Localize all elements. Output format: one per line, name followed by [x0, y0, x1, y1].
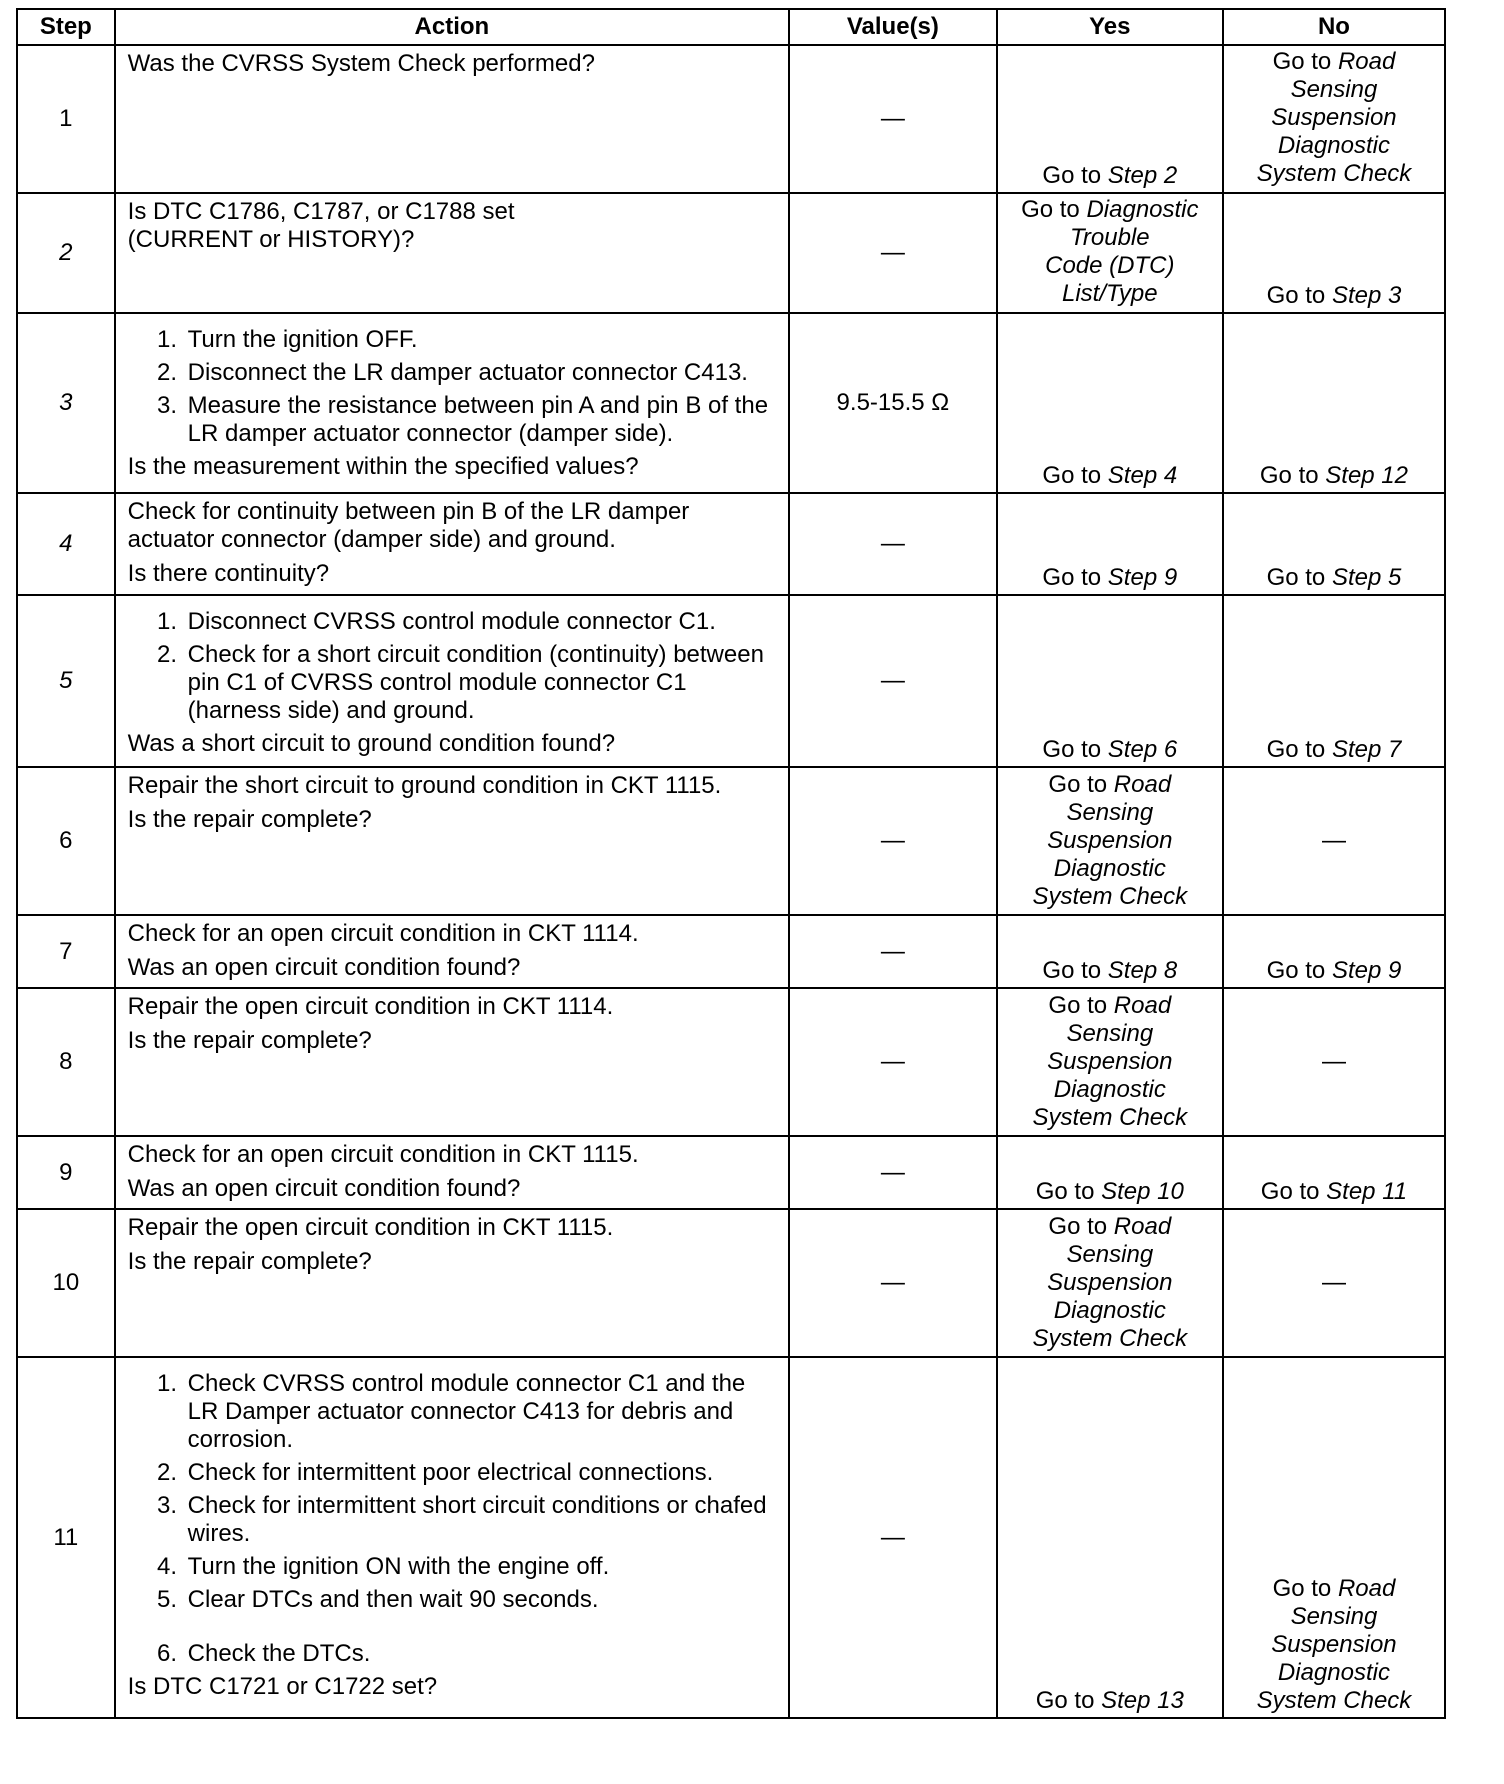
no-prefix: Go to — [1259, 462, 1326, 489]
action-question: Is the repair complete? — [127, 1027, 372, 1054]
no-target: Step 12 — [1325, 462, 1408, 489]
action-cell — [115, 45, 789, 193]
action-step-item: 5. Clear DTCs and then wait 90 seconds. — [184, 1586, 778, 1614]
value-cell: — — [789, 767, 997, 915]
step-number: 9 — [17, 1136, 115, 1209]
diagnostic-table — [16, 8, 1446, 1719]
action-cell — [115, 988, 789, 1136]
action-step-item: 1. Turn the ignition OFF. — [184, 326, 778, 354]
step-number: 5 — [17, 595, 115, 767]
no-prefix: Go to — [1266, 564, 1332, 591]
action-cell — [115, 767, 789, 915]
action-text: Check for an open circuit condition in CKT 1115. — [127, 1141, 639, 1168]
no-target-line: Diagnostic — [1277, 1659, 1390, 1686]
yes-target-line: Sensing — [1066, 799, 1154, 826]
action-step-item: 6. Check the DTCs. — [184, 1640, 778, 1668]
yes-target-line: Road — [1113, 992, 1172, 1019]
action-question: Is the repair complete? — [127, 1248, 372, 1275]
no-cell — [1223, 595, 1445, 767]
yes-prefix: Go to — [1035, 1178, 1102, 1205]
yes-cell — [997, 1209, 1223, 1357]
action-question: Was an open circuit condition found? — [127, 1175, 521, 1202]
header-no: No — [1223, 9, 1445, 45]
value-cell: 9.5-15.5 Ω — [789, 313, 997, 493]
value-cell: — — [789, 1136, 997, 1209]
yes-target: Step 8 — [1107, 957, 1178, 984]
yes-target-line: Diagnostic — [1053, 1297, 1166, 1324]
action-step-item: 2. Disconnect the LR damper actuator connector C413. — [184, 359, 778, 387]
no-target: Step 7 — [1331, 736, 1402, 763]
no-prefix: Go to — [1272, 48, 1338, 75]
no-prefix: Go to — [1266, 736, 1332, 763]
table-row — [17, 988, 1445, 1136]
yes-cell — [997, 493, 1223, 595]
action-steps-list — [128, 326, 778, 448]
header-action: Action — [115, 9, 789, 45]
no-prefix: Go to — [1260, 1178, 1327, 1205]
action-question: Is the repair complete? — [127, 806, 372, 833]
action-text: (CURRENT or HISTORY)? — [127, 226, 415, 253]
action-steps-list — [128, 608, 778, 725]
no-target: Step 11 — [1326, 1178, 1408, 1205]
yes-target-line: Diagnostic — [1053, 855, 1166, 882]
action-question: Is DTC C1721 or C1722 set? — [127, 1673, 438, 1700]
yes-target-line: Sensing — [1066, 1020, 1154, 1047]
yes-target-line: Diagnostic — [1086, 196, 1199, 223]
no-target: Step 5 — [1331, 564, 1402, 591]
action-cell — [115, 1136, 789, 1209]
no-target-line: System Check — [1256, 160, 1412, 187]
yes-target-line: Sensing — [1066, 1241, 1154, 1268]
no-target-line: System Check — [1256, 1687, 1412, 1714]
no-prefix: Go to — [1266, 957, 1332, 984]
action-cell — [115, 193, 789, 313]
yes-prefix: Go to — [1042, 736, 1108, 763]
no-target: Step 9 — [1331, 957, 1402, 984]
action-question: Was a short circuit to ground condition found? — [127, 730, 616, 757]
value-cell: — — [789, 915, 997, 988]
yes-prefix: Go to — [1042, 957, 1108, 984]
no-cell: — — [1223, 988, 1445, 1136]
no-target-line: Sensing — [1290, 76, 1378, 103]
no-cell — [1223, 1136, 1445, 1209]
action-step-item: 2. Check for intermittent poor electrical connections. — [184, 1459, 778, 1487]
yes-cell — [997, 1136, 1223, 1209]
yes-cell — [997, 193, 1223, 313]
no-target-line: Road — [1337, 48, 1396, 75]
step-number: 7 — [17, 915, 115, 988]
no-cell — [1223, 915, 1445, 988]
action-cell — [115, 493, 789, 595]
value-cell: — — [789, 988, 997, 1136]
action-step-item: 1. Disconnect CVRSS control module connector C1. — [184, 608, 778, 636]
action-cell — [115, 915, 789, 988]
header-yes: Yes — [997, 9, 1223, 45]
no-cell — [1223, 313, 1445, 493]
action-question: Was an open circuit condition found? — [127, 954, 521, 981]
step-number: 11 — [17, 1357, 115, 1718]
yes-target-line: System Check — [1032, 1104, 1188, 1131]
no-cell — [1223, 493, 1445, 595]
yes-target: Step 6 — [1107, 736, 1178, 763]
action-step-item: 3. Check for intermittent short circuit conditions or chafed wires. — [184, 1492, 778, 1548]
no-target-line: Suspension — [1271, 104, 1397, 131]
yes-target-line: Suspension — [1047, 1048, 1173, 1075]
yes-prefix: Go to — [1042, 564, 1108, 591]
value-cell: — — [789, 493, 997, 595]
action-cell — [115, 1357, 789, 1718]
no-cell — [1223, 45, 1445, 193]
value-cell: — — [789, 45, 997, 193]
header-values: Value(s) — [789, 9, 997, 45]
header-row — [17, 9, 1445, 45]
yes-prefix: Go to — [1048, 1213, 1114, 1240]
action-step-item: 3. Measure the resistance between pin A and pin B of the LR damper actuator connector (damper side). — [184, 392, 778, 448]
table-row — [17, 1357, 1445, 1718]
no-prefix: Go to — [1272, 1575, 1338, 1602]
no-target-line: Suspension — [1271, 1631, 1397, 1658]
header-step: Step — [17, 9, 115, 45]
step-number: 10 — [17, 1209, 115, 1357]
yes-prefix: Go to — [1021, 196, 1087, 223]
step-number: 4 — [17, 493, 115, 595]
table-row — [17, 193, 1445, 313]
table-row — [17, 915, 1445, 988]
yes-prefix: Go to — [1035, 1687, 1102, 1714]
yes-cell — [997, 1357, 1223, 1718]
no-target: Step 3 — [1331, 282, 1402, 309]
no-target-line: Sensing — [1290, 1603, 1378, 1630]
table-row — [17, 595, 1445, 767]
action-step-item: 1. Check CVRSS control module connector C1 and the LR Damper actuator connector C413 for debris and corrosion. — [184, 1370, 778, 1454]
value-cell: — — [789, 193, 997, 313]
action-text: Check for an open circuit condition in CKT 1114. — [127, 920, 639, 947]
action-text: Is DTC C1786, C1787, or C1788 set — [127, 198, 515, 225]
yes-target-line: System Check — [1032, 1325, 1188, 1352]
no-prefix: Go to — [1266, 282, 1332, 309]
action-steps-list — [128, 1370, 778, 1668]
step-number: 2 — [17, 193, 115, 313]
no-cell: — — [1223, 1209, 1445, 1357]
action-text: Repair the short circuit to ground condition in CKT 1115. — [127, 772, 722, 799]
table-row — [17, 767, 1445, 915]
action-text: Was the CVRSS System Check performed? — [127, 50, 595, 77]
action-text: actuator connector (damper side) and ground. — [127, 526, 616, 553]
action-question: Is there continuity? — [127, 560, 330, 587]
action-text: Check for continuity between pin B of the LR damper — [127, 498, 690, 525]
yes-target-line: Suspension — [1047, 827, 1173, 854]
action-cell — [115, 313, 789, 493]
no-cell — [1223, 1357, 1445, 1718]
table-row — [17, 45, 1445, 193]
action-step-item: 2. Check for a short circuit condition (continuity) between pin C1 of CVRSS control module connector C1 (harness side) and ground. — [184, 641, 778, 725]
yes-cell — [997, 767, 1223, 915]
yes-target-line: Road — [1113, 771, 1172, 798]
no-target-line: Road — [1337, 1575, 1396, 1602]
yes-prefix: Go to — [1042, 462, 1108, 489]
value-cell: — — [789, 1357, 997, 1718]
value-cell: — — [789, 1209, 997, 1357]
yes-target-line: Trouble — [1070, 224, 1150, 251]
yes-target-line: List/Type — [1062, 280, 1158, 307]
yes-prefix: Go to — [1048, 771, 1114, 798]
yes-prefix: Go to — [1048, 992, 1114, 1019]
yes-target: Step 9 — [1107, 564, 1178, 591]
yes-target-line: Diagnostic — [1053, 1076, 1166, 1103]
table-row — [17, 1209, 1445, 1357]
yes-target: Step 10 — [1101, 1178, 1184, 1205]
no-target-line: Diagnostic — [1277, 132, 1390, 159]
yes-target-line: Code (DTC) — [1045, 252, 1175, 279]
yes-cell — [997, 595, 1223, 767]
action-question: Is the measurement within the specified values? — [127, 453, 639, 480]
action-text: Repair the open circuit condition in CKT 1115. — [127, 1214, 614, 1241]
yes-prefix: Go to — [1042, 162, 1108, 189]
yes-cell — [997, 45, 1223, 193]
step-number: 3 — [17, 313, 115, 493]
no-cell: — — [1223, 767, 1445, 915]
step-number: 6 — [17, 767, 115, 915]
table-row — [17, 313, 1445, 493]
yes-target: Step 13 — [1101, 1687, 1184, 1714]
yes-target: Step 2 — [1107, 162, 1178, 189]
action-text: Repair the open circuit condition in CKT 1114. — [127, 993, 614, 1020]
yes-cell — [997, 988, 1223, 1136]
step-number: 1 — [17, 45, 115, 193]
no-cell — [1223, 193, 1445, 313]
yes-target-line: System Check — [1032, 883, 1188, 910]
yes-cell — [997, 313, 1223, 493]
step-number: 8 — [17, 988, 115, 1136]
value-cell: — — [789, 595, 997, 767]
action-cell — [115, 595, 789, 767]
table-row — [17, 1136, 1445, 1209]
yes-target-line: Suspension — [1047, 1269, 1173, 1296]
table-row — [17, 493, 1445, 595]
yes-target-line: Road — [1113, 1213, 1172, 1240]
yes-target: Step 4 — [1107, 462, 1178, 489]
action-step-item: 4. Turn the ignition ON with the engine off. — [184, 1553, 778, 1581]
yes-cell — [997, 915, 1223, 988]
action-cell — [115, 1209, 789, 1357]
